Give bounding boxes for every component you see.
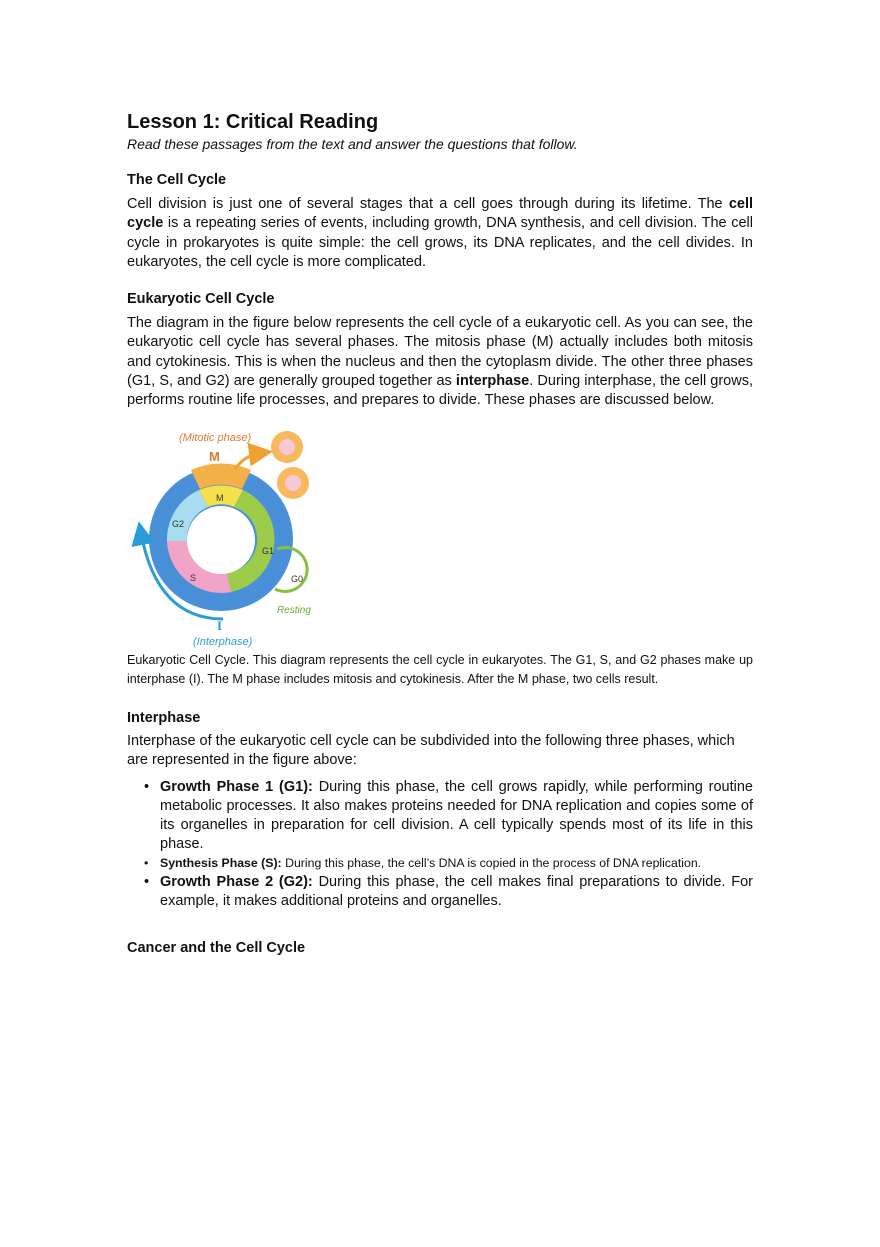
term-interphase: interphase [455,373,530,390]
i-label: I [217,617,223,633]
section-cell-cycle [127,171,753,272]
section-eukaryotic-cell-cycle [127,290,753,410]
cell-cycle-paragraph [127,195,753,272]
nucleus-icon [285,475,301,491]
term-cell-cycle: cell cycle [127,196,753,232]
cycle-center [187,506,255,574]
list-item [127,873,753,911]
document-content [127,110,753,957]
m-inner-label: M [216,492,224,503]
section-interphase [127,709,753,911]
text-run: Cell division is just one of several stages that a cell goes through during its lifetime. The [127,196,729,212]
section-heading-eukaryotic: Eukaryotic Cell Cycle [127,291,275,308]
g1-label: G1 [262,545,275,556]
nucleus-icon [279,439,295,455]
resting-label: Resting [277,604,311,616]
section-heading-cancer: Cancer and the Cell Cycle [127,940,306,957]
list-item [127,778,753,853]
g0-label: G0 [291,573,304,584]
list-item-text: During this phase, the cell’s DNA is copied in the process of DNA replication. [281,856,702,871]
list-item-term: Synthesis Phase (S): [160,856,282,871]
list-item [127,854,753,872]
section-heading-interphase: Interphase [127,709,201,726]
m-outer-label: M [209,448,220,464]
text-run: The diagram in the figure below represents the cell cycle of a eukaryotic cell. As you can see, the eukaryotic cell cycle has several phases. The mitosis phase (M) actually includes both mitosis and cytokinesis. This is when the nucleus and then the cytoplasm divide. The other three phases (G1, S, and G2) are generally grouped together as [127,315,753,390]
interphase-intro: Interphase of the eukaryotic cell cycle can be subdivided into the following three phases, which are represented in the figure above: [127,732,735,768]
section-cancer [127,939,753,957]
figure-caption: Eukaryotic Cell Cycle. This diagram represents the cell cycle in eukaryotes. The G1, S, and G2 phases make up interphase (I). The M phase includes mitosis and cytokinesis. After the M phase, two cells result. [127,652,753,686]
lesson-title: Lesson 1: Critical Reading [127,111,379,133]
cell-cycle-svg [127,423,337,649]
cell-cycle-diagram [127,423,337,649]
text-run: is a repeating series of events, including growth, DNA synthesis, and cell division. The cell cycle in prokaryotes is quite simple: the cell grows, its DNA replicates, and the cell divides. In eukaryotes, the cell cycle is more complicated. [127,215,753,270]
text-run: . During interphase, the cell grows, performs routine life processes, and prepares to divide. These phases are discussed below. [127,373,753,409]
eukaryotic-paragraph [127,314,753,410]
list-item-text: During this phase, the cell makes final preparations to divide. For example, it makes additional proteins and organelles. [160,874,753,910]
bullet-icon: • [144,874,150,891]
phase-list [127,778,753,911]
mitotic-phase-label: (Mitotic phase) [179,431,252,444]
g2-label: G2 [172,518,185,529]
list-item-term: Growth Phase 2 (G2): [160,874,313,891]
interphase-label: (Interphase) [193,635,253,648]
list-item-text: During this phase, the cell grows rapidly, while performing routine metabolic processes. It also makes proteins needed for DNA replication and copies some of its organelles in preparation for cell division. A cell typically spends most of its life in this phase. [160,779,753,852]
bullet-icon: • [144,856,149,871]
lesson-subtitle: Read these passages from the text and answer the questions that follow. [127,136,578,152]
section-heading-cell-cycle: The Cell Cycle [127,172,227,188]
list-item-term: Growth Phase 1 (G1): [160,779,313,796]
s-label: S [190,572,197,583]
bullet-icon: • [144,779,150,796]
